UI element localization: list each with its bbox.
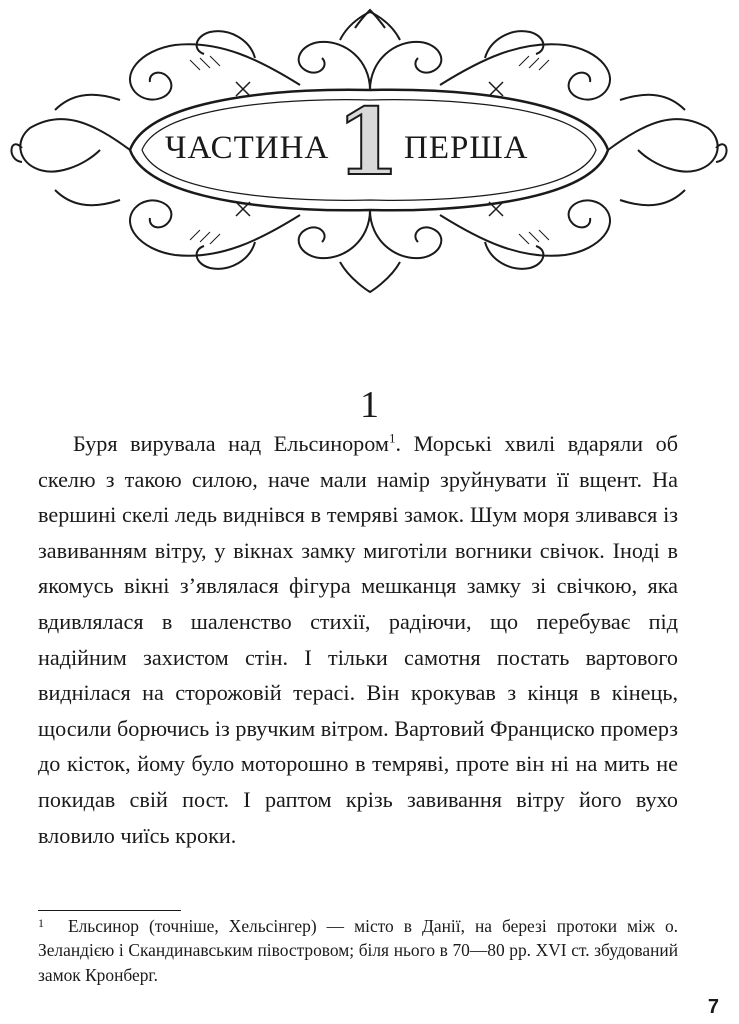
part-label-right: ПЕРША (404, 130, 529, 166)
part-numeral: 1 (336, 88, 401, 196)
part-label-left: ЧАСТИНА (165, 130, 330, 166)
footnote-divider (38, 910, 181, 911)
body-text-rest: . Морські хвилі вдаряли об скелю з такою силою, наче мали намір зруйнувати її вщент. На вершині скелі ледь виднівся в темряві замок. Шум моря зливався із завиванням вітру, у вікнах замку миготіли вогники свічок. Іноді в якомусь вікні з’являлася фігура мешканця замку зі свічкою, яка вдивлялася в шаленство стихії, радіючи, що перебуває під надійним захистом стін. І тільки самотня постать вартового виднілася на сторожовій терасі. Він крокував з кінця в кінець, щосили борючись із рвучким вітром. Вартовий Франциско промерз до кісток, йому було моторошно в темряві, проте він ні на мить не покидав свій пост. І раптом крізь завивання вітру його вухо вловило чиїсь кроки. (38, 431, 678, 848)
footnote-marker: 1 (38, 916, 44, 930)
part-title-cartouche (0, 0, 739, 300)
page-number: 7 (707, 996, 719, 1018)
body-paragraph (38, 426, 678, 853)
footnote-text: Ельсинор (точніше, Хельсінгер) — місто в Данії, на березі протоки між о. Зеландією і Скандинавським півостровом; біля нього в 70—80 рр. XVI ст. збудований замок Кронберг. (38, 916, 678, 985)
body-text-start: Буря вирувала над Ельсинором (73, 431, 389, 456)
footnote (38, 914, 678, 987)
footnote-reference[interactable]: 1 (388, 430, 396, 446)
chapter-number: 1 (360, 384, 379, 426)
